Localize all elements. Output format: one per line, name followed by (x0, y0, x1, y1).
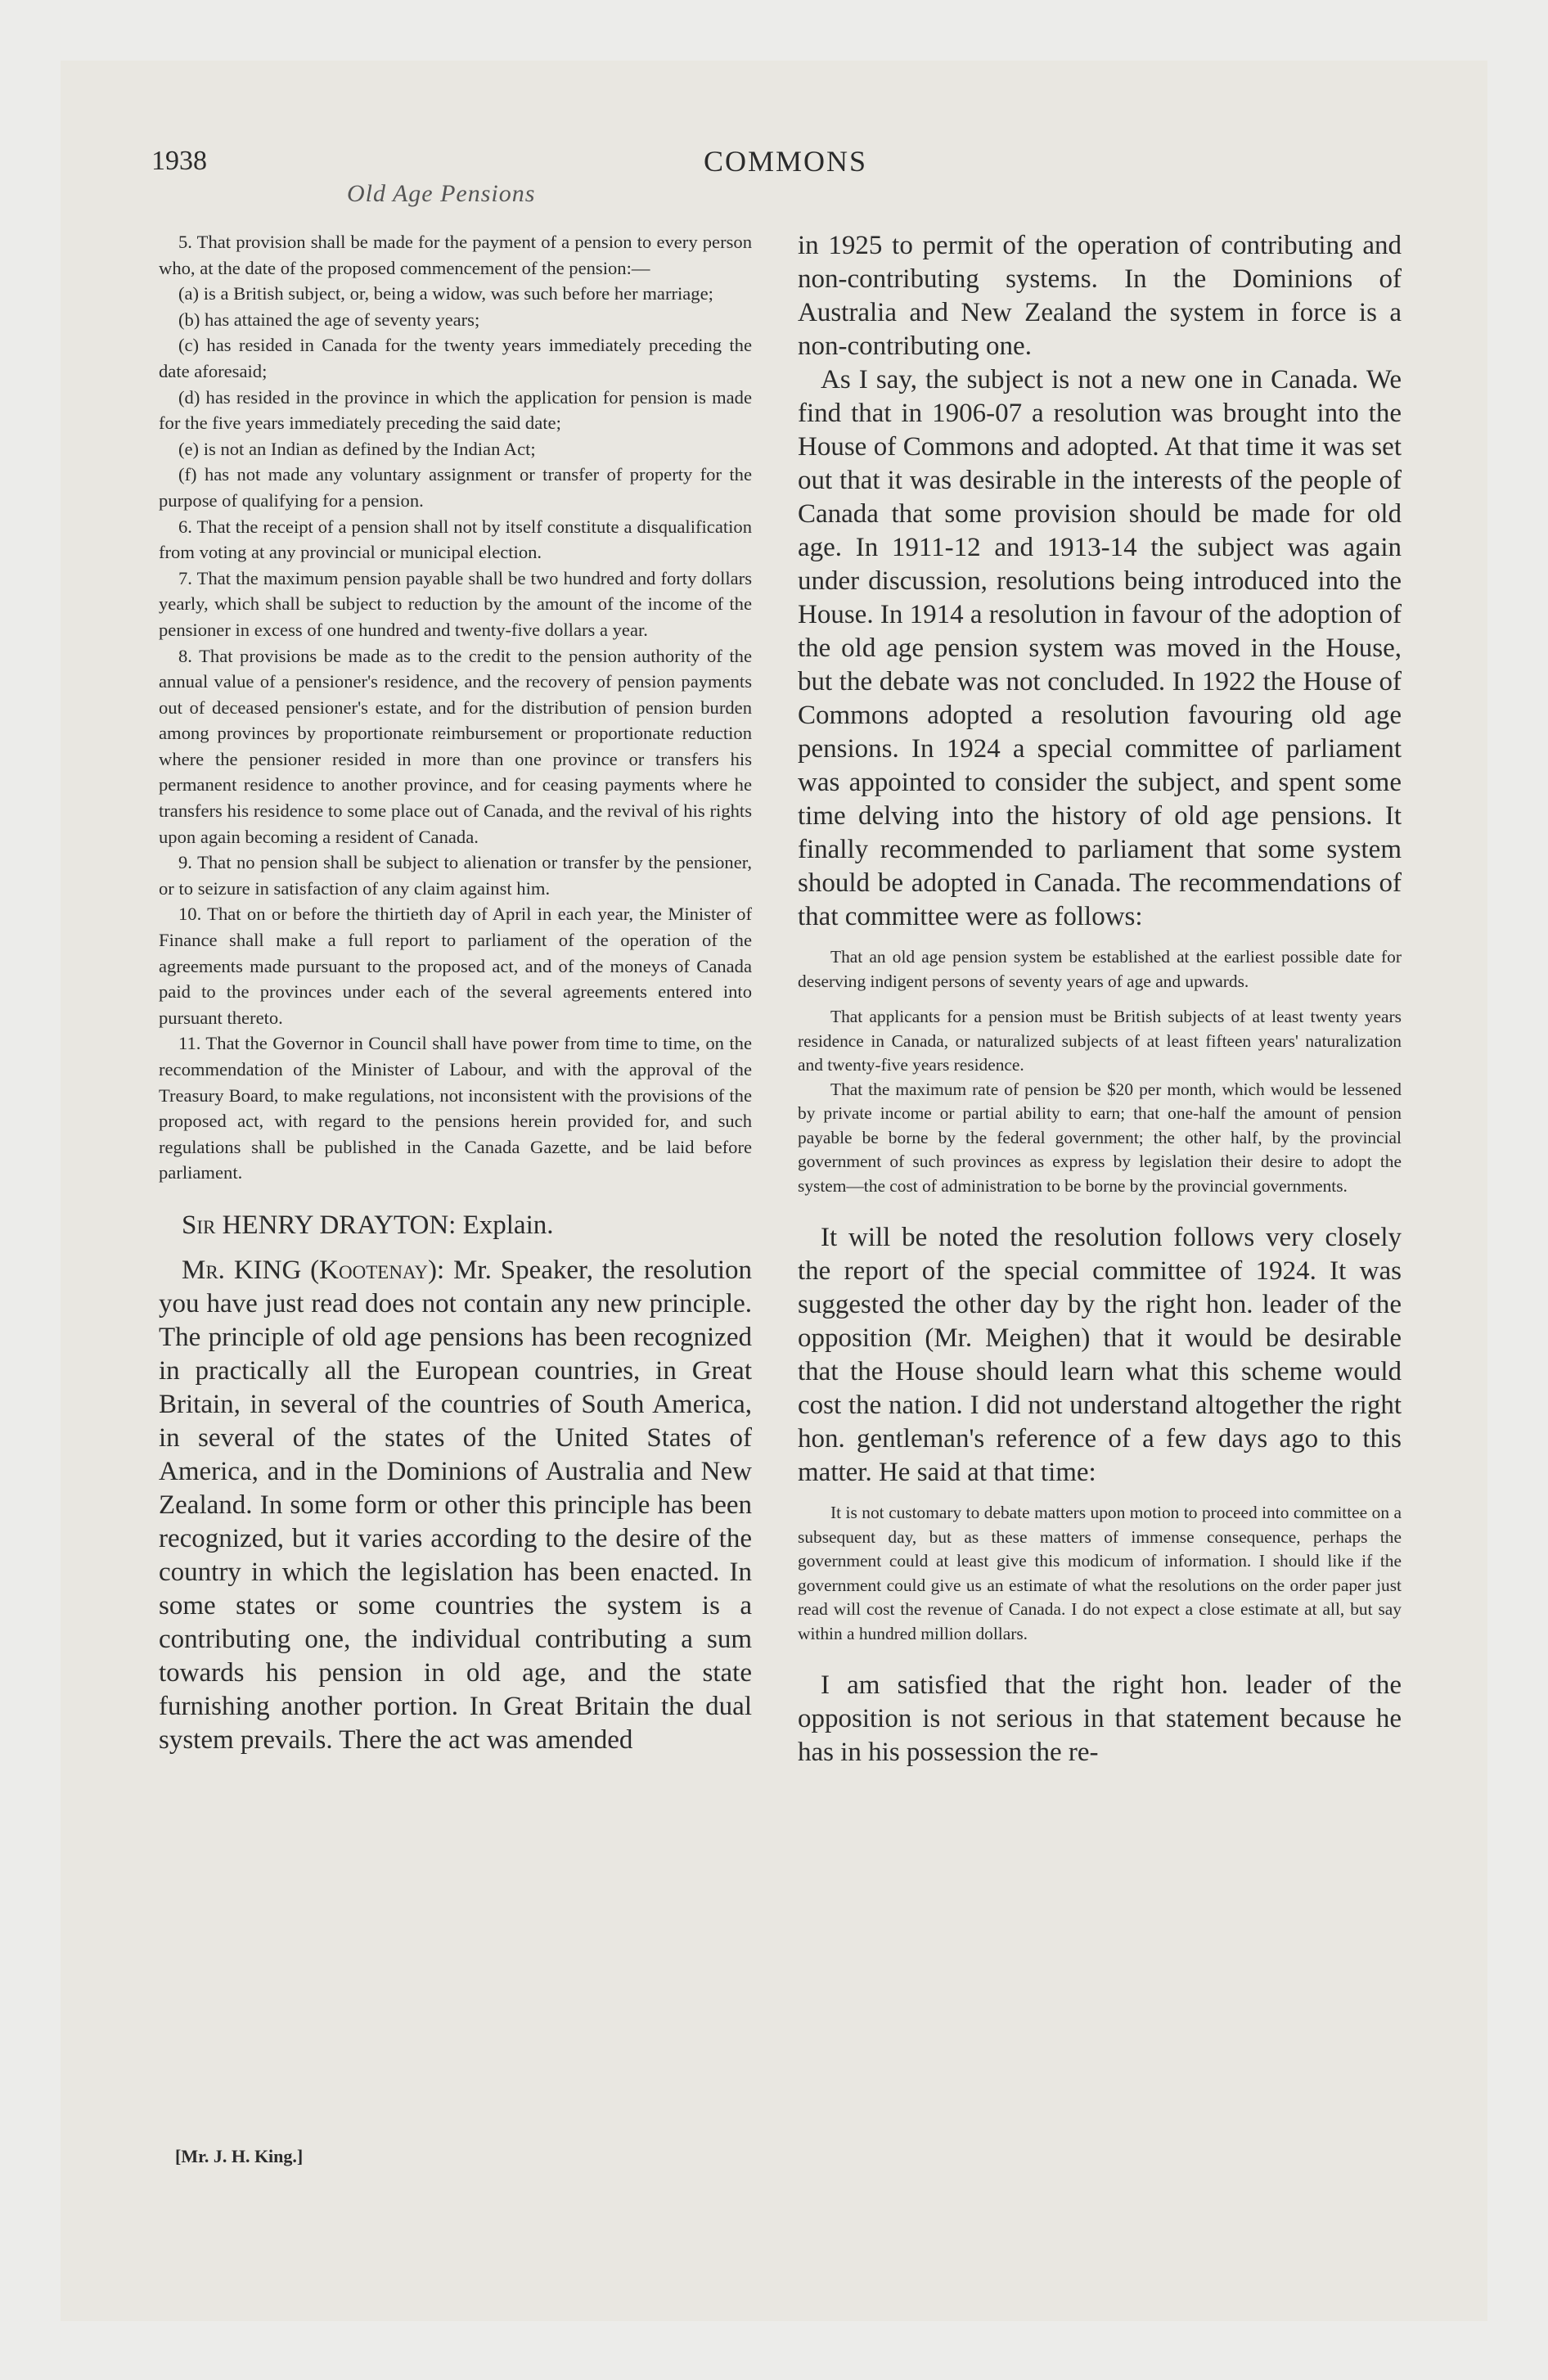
clause-5f: (f) has not made any voluntary assignment or transfer of property for the purpose of qualifying for a pension. (159, 464, 752, 511)
page-number: 1938 (151, 146, 207, 176)
resolution-clause-5: 5. That provision shall be made for the payment of a pension to every person who, at the date of the proposed commencement of the pension:— (159, 232, 752, 278)
paragraph-history: As I say, the subject is not a new one in Canada. We find that in 1906-07 a resolution was brought into the House of Commons and adopted. At that time it was set out that it was desirable in the interests of the people of Canada that some provision should be made for old age. In 1911-12 and 1913-14 the subject was again under discussion, resolutions being introduced into the House. In 1914 a resolution in favour of the adoption of the old age pension system was moved in the House, but the debate was not concluded. In 1922 the House of Commons adopted a resolution favouring old age pensions. In 1924 a special committee of parliament was appointed to consider the subject, and spent some time delving into the history of old age pensions. It finally recommended to parliament that some system should be adopted in Canada. The recommendations of that committee were as follows: (798, 365, 1402, 931)
speaker-footer: [Mr. J. H. King.] (175, 2146, 304, 2166)
paragraph-meighen: It will be noted the resolution follows very closely the report of the special committee of 1924. It was suggested the other day by the right hon. leader of the opposition (Mr. Meighen) that it would be desirable that the House should learn what this scheme would cost the nation. I did not understand altogether the right hon. gentleman's reference of a few days ago to this matter. He said at that time: (798, 1223, 1402, 1487)
resolution-clause-7: 7. That the maximum pension payable shall be two hundred and forty dollars yearly, which shall be subject to reduction by the amount of the income of the pensioner in excess of one hundred and twenty-five dollars a year. (159, 567, 752, 640)
running-title: Old Age Pensions (347, 180, 536, 207)
clause-5e: (e) is not an Indian as defined by the Indian Act; (178, 438, 536, 459)
paragraph-continued: in 1925 to permit of the operation of contributing and non-contributing systems. In the Dominions of Australia and New Zealand the system in force is a non-contributing one. (798, 231, 1402, 361)
clause-5c: (c) has resided in Canada for the twenty years immediately preceding the date aforesaid; (159, 335, 752, 381)
recommendation-2: That applicants for a pension must be British subjects of at least twenty years residence in Canada, or naturalized subjects of at least fifteen years' naturalization and twenty-five years residence. (798, 1007, 1402, 1075)
meighen-quote: It is not customary to debate matters upon motion to proceed into committee on a subsequent day, but as these matters of immense consequence, perhaps the government could at least give this modicum of information. I should like if the government could give us an estimate of what the resolutions on the order paper just read will cost the revenue of Canada. I do not expect a close estimate at all, but say within a hundred million dollars. (798, 1503, 1402, 1643)
resolution-clause-8: 8. That provisions be made as to the credit to the pension authority of the annual value of a pensioner's residence, and the recovery of pension payments out of deceased pensioner's estate, and for the distribution of pension burden among provinces by proportionate reimbursement or proportionate reduction where the pensioner resided in more than one province or transfers his permanent residence to another province, and for ceasing payments where he transfers his residence to some place out of Canada, and the revival of his rights upon again becoming a resident of Canada. (159, 645, 752, 847)
resolution-clause-6: 6. That the receipt of a pension shall not by itself constitute a disqualification from voting at any provincial or municipal election. (159, 516, 752, 563)
clause-5d: (d) has resided in the province in which the application for pension is made for the five years immediately preceding the said date; (159, 386, 752, 434)
right-column (798, 229, 1402, 1769)
speaker-drayton: Sir HENRY DRAYTON: (182, 1210, 457, 1240)
king-speech (159, 1254, 752, 1757)
king-speech-text: Mr. Speaker, the resolution you have just read does not contain any new principle. The principle of old age pensions has been recognized in practically all the European countries, in Great Britain, in several of the countries of South America, in several of the states of the United States of America, and in the Dominions of Australia and New Zealand. In some form or other this principle has been recognized, but it varies according to the desire of the country in which the legislation has been enacted. In some states or some countries the system is a contributing one, the individual contributing a sum towards his pension in old age, and the state furnishing another portion. In Great Britain the dual system prevails. There the act was amended (159, 1255, 753, 1755)
clause-5a: (a) is a British subject, or, being a widow, was such before her marriage; (178, 283, 713, 304)
resolution-clause-11: 11. That the Governor in Council shall have power from time to time, on the recommendation of the Minister of Labour, and with the approval of the Treasury Board, to make regulations, not inconsistent with the provisions of the proposed act, with regard to the pensions herein provided for, and such regulations shall be published in the Canada Gazette, and be laid before parliament. (159, 1033, 752, 1183)
drayton-remark (159, 1209, 752, 1242)
speaker-king: Mr. KING (Kootenay): (182, 1255, 445, 1285)
recommendation-1: That an old age pension system be established at the earliest possible date for deserving indigent persons of seventy years of age and upwards. (798, 947, 1402, 991)
recommendation-3: That the maximum rate of pension be $20 per month, which would be lessened by private income or partial ability to earn; that one-half the amount of pension payable be borne by the federal government; the other half, by the provincial government of such provinces as express by legislation their desire to adopt the system—the cost of administration to be borne by the provincial governments. (798, 1079, 1402, 1196)
house-title: COMMONS (704, 145, 868, 178)
drayton-text: Explain. (462, 1210, 554, 1240)
paragraph-satisfied: I am satisfied that the right hon. leader of the opposition is not serious in that statement because he has in his possession the re- (798, 1670, 1402, 1767)
resolution-clause-9: 9. That no pension shall be subject to alienation or transfer by the pensioner, or to seizure in satisfaction of any claim against him. (159, 852, 752, 899)
left-column (159, 229, 752, 1757)
clause-5b: (b) has attained the age of seventy years; (178, 309, 480, 330)
resolution-clause-10: 10. That on or before the thirtieth day of April in each year, the Minister of Finance shall make a full report to parliament of the operation of the agreements made pursuant to the proposed act, and of the moneys of Canada paid to the provinces under each of the several agreements entered into pursuant thereto. (159, 904, 752, 1028)
